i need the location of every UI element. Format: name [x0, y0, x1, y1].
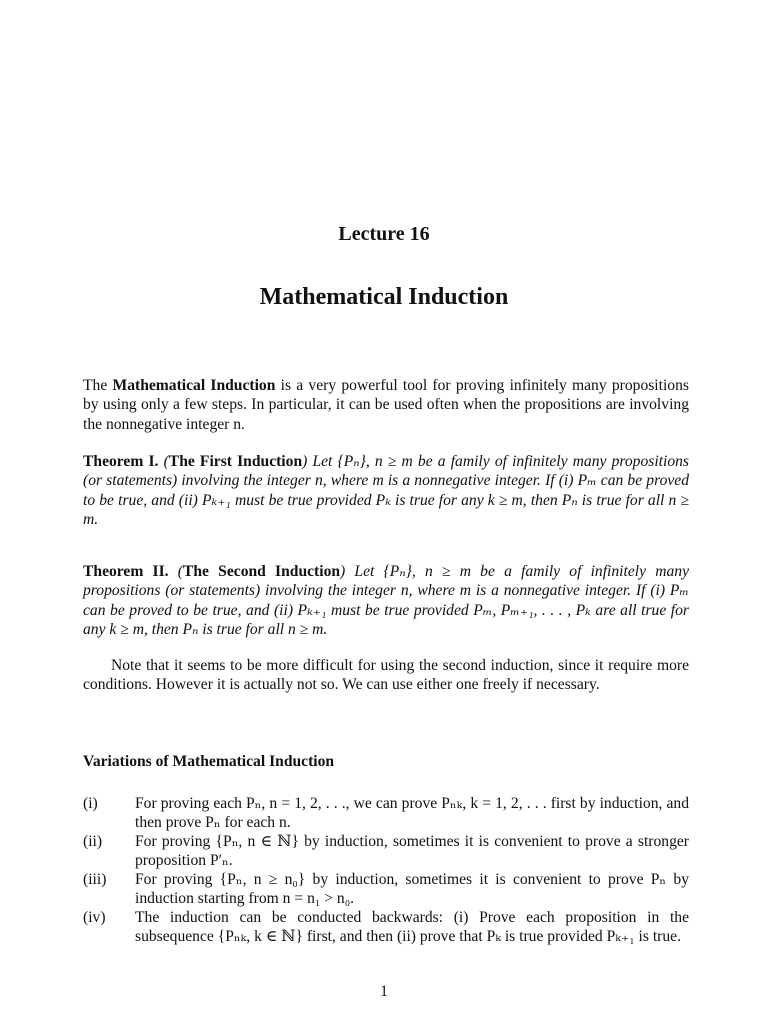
- variations-heading: Variations of Mathematical Induction: [83, 753, 335, 770]
- list-item: [83, 870, 689, 908]
- intro-post: is a very powerful tool for proving infinitely many propositions by using only a few steps. In particular, it can be used often when the propositions are involving the nonnegative integer n.: [83, 377, 689, 433]
- lecture-label: Lecture 16: [338, 223, 430, 245]
- intro-paragraph: [83, 376, 689, 434]
- intro-pre: The: [83, 377, 113, 394]
- list-item-text: For proving {Pₙ, n ≥ n₀} by induction, sometimes it is convenient to prove Pₙ by induction starting from n = n₁ > n₀.: [135, 871, 689, 907]
- theorem-1-body: ) Let {Pₙ}, n ≥ m be a family of infinitely many propositions (or statements) involving the integer n, where m is a nonnegative integer. If (i) Pₘ can be proved to be true, and (ii) Pₖ₊₁ must be true provided Pₖ is true for any k ≥ m, then Pₙ is true for all n ≥ m.: [83, 453, 689, 528]
- list-item-number: (iii): [83, 871, 107, 888]
- list-item-number: (ii): [83, 833, 103, 850]
- theorem-2-name: The Second Induction: [182, 563, 341, 580]
- theorem-1-paren: (: [163, 453, 169, 470]
- theorem-2: [83, 562, 689, 639]
- theorem-1-name: The First Induction: [168, 453, 303, 470]
- theorem-2-paren: (: [177, 563, 183, 580]
- theorem-2-body: ) Let {Pₙ}, n ≥ m be a family of infinitely many propositions (or statements) involving the integer n, where m is a nonnegative integer. If (i) Pₘ can be proved to be true, and (ii) Pₖ₊₁ must be true provided Pₘ, Pₘ₊₁, . . . , Pₖ are all true for any k ≥ m, then Pₙ is true for all n ≥ m.: [83, 563, 689, 638]
- note-paragraph: Note that it seems to be more difficult for using the second induction, since it require more conditions. However it is actually not so. We can use either one freely if necessary.: [83, 657, 689, 694]
- theorem-1-label: Theorem I.: [83, 453, 159, 470]
- list-item-number: (iv): [83, 909, 106, 926]
- page-number: 1: [380, 983, 388, 1000]
- variations-list: [83, 794, 689, 946]
- theorem-2-label: Theorem II.: [83, 563, 169, 580]
- list-item: [83, 832, 689, 870]
- intro-bold-term: Mathematical Induction: [112, 377, 276, 394]
- list-item-text: For proving {Pₙ, n ∈ ℕ} by induction, sometimes it is convenient to prove a stronger proposition P′ₙ.: [135, 833, 689, 869]
- list-item: [83, 908, 689, 946]
- page-title: Mathematical Induction: [259, 284, 509, 310]
- list-item-text: For proving each Pₙ, n = 1, 2, . . ., we can prove Pₙₖ, k = 1, 2, . . . first by induction, and then prove Pₙ for each n.: [135, 795, 689, 831]
- theorem-1: [83, 452, 689, 529]
- list-item: [83, 794, 689, 832]
- list-item-text: The induction can be conducted backwards: (i) Prove each proposition in the subsequence {Pₙₖ, k ∈ ℕ} first, and then (ii) prove that Pₖ is true provided Pₖ₊₁ is true.: [135, 909, 689, 945]
- list-item-number: (i): [83, 795, 98, 812]
